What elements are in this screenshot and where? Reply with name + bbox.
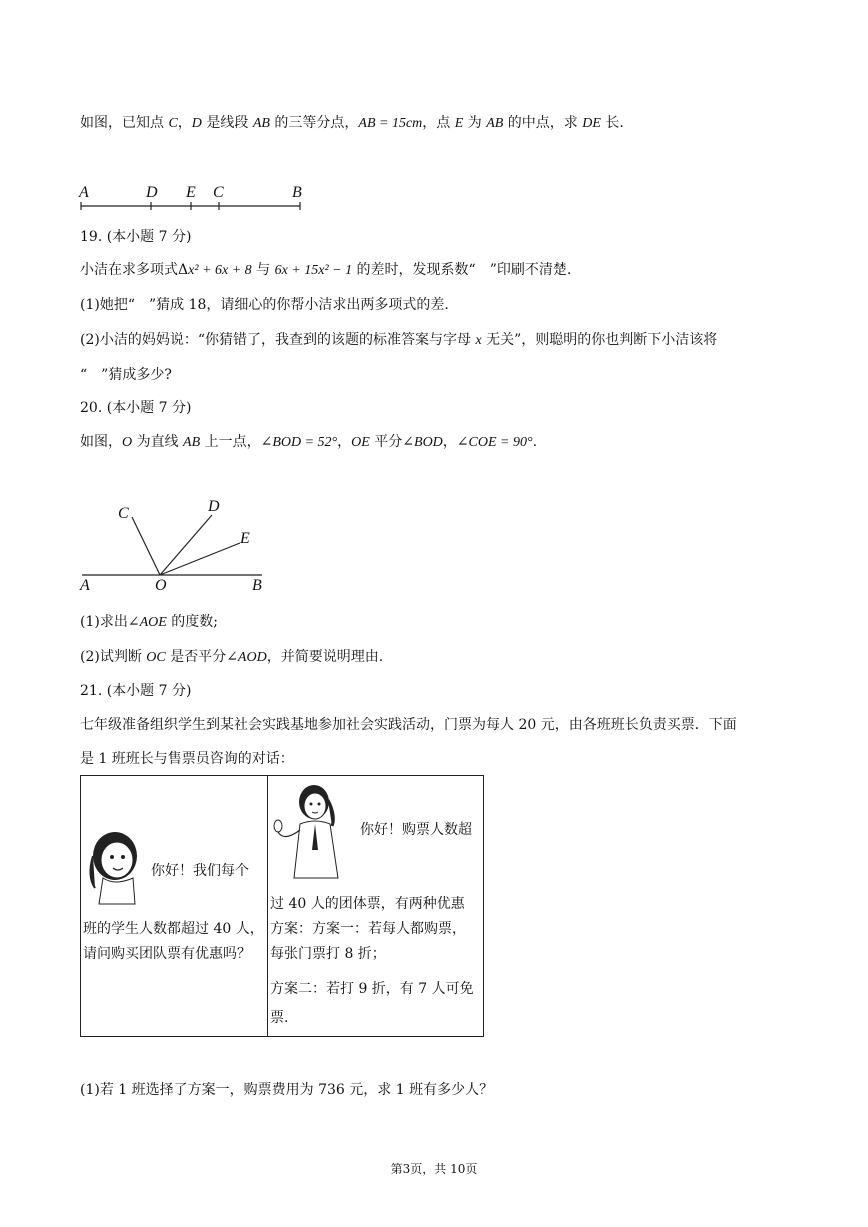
student-line-1: 你好！我们每个 (151, 863, 249, 879)
text: ， (177, 115, 192, 131)
text: 无关”，则聪明的你也判断下小洁该将 (481, 332, 718, 348)
q18-stem (80, 113, 624, 134)
q20-stem (80, 432, 537, 453)
text: ， (442, 434, 457, 450)
text: (1)求出 (80, 614, 128, 630)
q21-heading: 21. (本小题 7 分) (80, 683, 192, 699)
clerk-cell (268, 776, 484, 1037)
label-c: C (118, 505, 129, 522)
text: AB (252, 116, 270, 131)
label-e: E (240, 530, 250, 547)
clerk-line-5: 方案二：若打 9 折，有 7 人可免 (270, 981, 474, 997)
q19-part1: (1)她把“ ”猜成 18，请细心的你帮小洁求出两多项式的差. (80, 297, 449, 313)
text: ，点 (422, 115, 455, 131)
clerk-line-2: 过 40 人的团体票，有两种优惠 (270, 896, 465, 912)
label-b: B (252, 577, 262, 594)
clerk-line-6: 票. (270, 1010, 289, 1026)
text: DE (582, 116, 601, 131)
text: AB (486, 116, 504, 131)
q21-part1: (1)若 1 班选择了方案一，购票费用为 736 元，求 1 班有多少人？ (80, 1082, 494, 1098)
text: 上一点， (200, 434, 261, 450)
student-line-3: 请问购买团队票有优惠吗？ (83, 946, 251, 962)
student-girl-icon (85, 826, 145, 906)
label-d: D (146, 184, 158, 201)
segment-line (78, 200, 308, 212)
text: 为 (463, 115, 487, 131)
text: 是线段 (201, 115, 253, 131)
text: 是否平分 (165, 649, 227, 665)
q20-heading: 20. (本小题 7 分) (80, 400, 192, 416)
label-e: E (186, 184, 196, 201)
text: 如图， (80, 434, 122, 450)
label-o: O (155, 577, 167, 594)
clerk-line-4: 每张门票打 8 折； (270, 946, 386, 962)
text: 为直线 (132, 434, 184, 450)
text: ∠BOD = 52° (260, 435, 338, 450)
ticket-clerk-icon (272, 780, 362, 880)
text: 小洁在求多项式Δ (80, 262, 189, 278)
q19-heading: 19. (本小题 7 分) (80, 229, 192, 245)
label-d: D (208, 498, 220, 515)
text: (2)试判断 (80, 649, 147, 665)
dialog-table (80, 775, 484, 1037)
q21-stem-1: 七年级准备组织学生到某社会实践基地参加社会实践活动，门票为每人 20 元，由各班班长负责买票．下面 (80, 717, 737, 733)
student-cell (81, 776, 268, 1037)
q19-stem (80, 260, 571, 281)
text: OE (351, 435, 370, 450)
q19-part2 (80, 330, 717, 351)
text: 的三等分点， (269, 115, 359, 131)
text: ∠AOD (226, 650, 267, 665)
q20-part2 (80, 647, 383, 668)
text: . (532, 434, 538, 450)
label-b: B (292, 184, 302, 201)
text: x (475, 333, 482, 348)
text: (2)小洁的妈妈说：“你猜错了，我查到的该题的标准答案与字母 (80, 332, 476, 348)
q19-part2-cont: “ ”猜成多少? (80, 367, 172, 383)
text: OC (146, 650, 166, 665)
label-a: A (80, 577, 90, 594)
text: ，并简要说明理由. (266, 649, 384, 665)
text: D (191, 116, 202, 131)
text: x² + 6x + 8 (188, 263, 252, 278)
q20-part1 (80, 612, 218, 633)
clerk-line-3: 方案：方案一：若每人都购票， (270, 921, 466, 937)
text: E (454, 116, 464, 131)
text: 平分 (369, 434, 403, 450)
text: AB (183, 435, 201, 450)
text: 如图，已知点 (80, 115, 169, 131)
page-footer: 第3页，共 10页 (390, 1162, 478, 1176)
text: ∠AOE (127, 615, 167, 630)
clerk-line-1: 你好！购票人数超 (360, 822, 472, 838)
text: O (122, 435, 133, 450)
text: 的中点，求 (503, 115, 583, 131)
label-c: C (213, 184, 224, 201)
text: ∠COE = 90° (456, 435, 533, 450)
text: ∠BOD (402, 435, 443, 450)
student-line-2: 班的学生人数都超过 40 人， (83, 921, 264, 937)
text: 的度数; (166, 614, 218, 630)
q21-stem-2: 是 1 班班长与售票员咨询的对话： (80, 751, 294, 767)
text: ， (337, 434, 352, 450)
text: C (168, 116, 178, 131)
text: 与 (251, 262, 275, 278)
label-a: A (79, 184, 89, 201)
text: AB = 15cm (358, 116, 423, 131)
text: 的差时，发现系数“ ”印刷不清楚. (352, 262, 572, 278)
text: 6x + 15x² − 1 (274, 263, 353, 278)
text: 长. (600, 115, 624, 131)
